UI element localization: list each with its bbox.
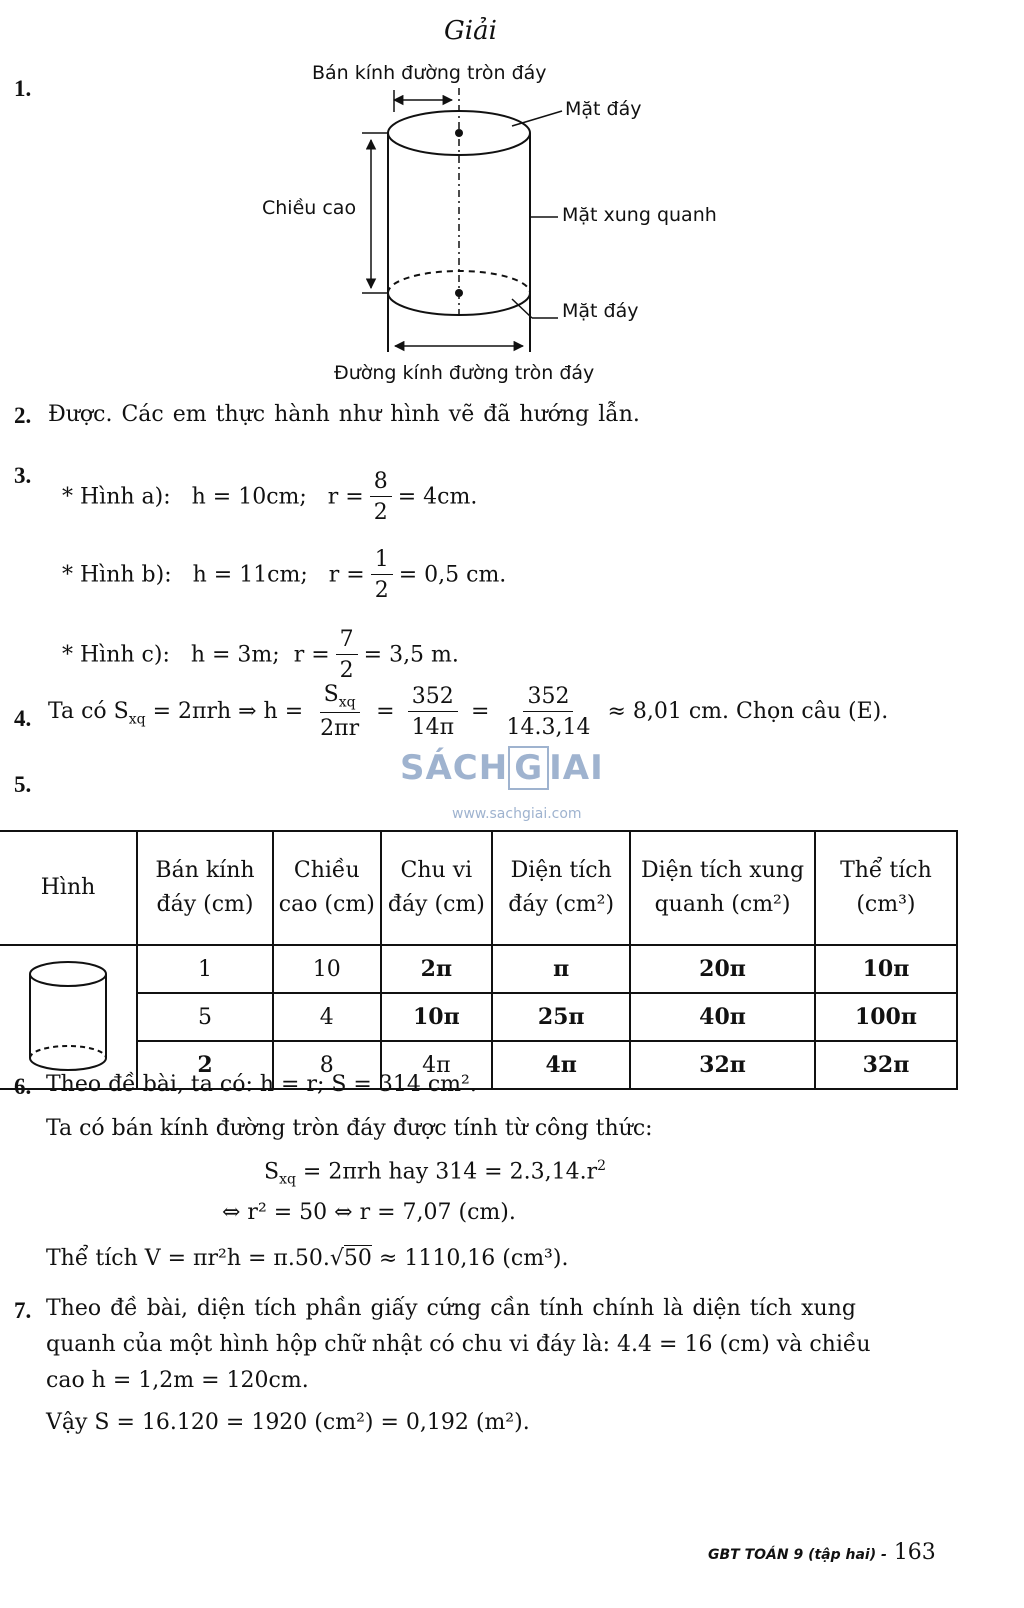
- fraction-numerator: [320, 682, 360, 713]
- leader-top-face: [512, 111, 562, 126]
- footer: [708, 1540, 936, 1565]
- item-4-formula: [48, 682, 888, 742]
- item-4-sub: xq: [128, 711, 146, 728]
- item-4-post: ≈ 8,01 cm. Chọn câu (E).: [607, 698, 889, 724]
- item-7-line-2: quanh của một hình hộp chữ nhật có chu vi đáy là: 4.4 = 16 (cm) và chiều: [46, 1332, 871, 1357]
- table-cell: 10: [273, 945, 381, 993]
- fraction-numerator: 1: [371, 547, 393, 575]
- table-cell: 4: [273, 993, 381, 1041]
- header-cell: Hình: [0, 831, 137, 945]
- item-3c: [48, 602, 459, 684]
- item-3b: [48, 522, 506, 604]
- table-cell: π: [492, 945, 630, 993]
- fraction-denominator: 2: [339, 658, 354, 684]
- fraction-numerator: 352: [523, 684, 573, 712]
- item-6-volume-post: ≈ 1110,16 (cm³).: [371, 1246, 569, 1271]
- item-number-3: 3.: [14, 463, 32, 488]
- figure-label-radius: Bán kính đường tròn đáy: [312, 62, 547, 84]
- figure-label-height: Chiều cao: [262, 197, 357, 219]
- table-row: [0, 945, 957, 993]
- watermark-brand-g: G: [508, 746, 549, 790]
- item-4-mid: = 2πrh ⇒ h =: [145, 698, 304, 724]
- sqrt-symbol: √: [329, 1246, 344, 1271]
- item-3a: [48, 444, 477, 526]
- fraction-denominator: 14π: [411, 714, 455, 740]
- center-bottom-dot: [455, 289, 463, 297]
- fraction-denominator: 2πr: [320, 716, 360, 742]
- small-cylinder-icon: [23, 958, 113, 1076]
- table-header-row: [0, 831, 957, 945]
- equals-sign: =: [471, 698, 490, 724]
- cylinder-diagram: [0, 0, 1024, 400]
- item-7-line-4: Vậy S = 16.120 = 1920 (cm²) = 0,192 (m²).: [46, 1410, 530, 1435]
- table-cell: 4π: [492, 1041, 630, 1089]
- item-4-pre: Ta có S: [48, 698, 129, 724]
- item-number-4: 4.: [14, 706, 32, 731]
- table-cell: 25π: [492, 993, 630, 1041]
- table-row: [0, 993, 957, 1041]
- table-cell: 100π: [815, 993, 957, 1041]
- item-7-line-1: Theo đề bài, diện tích phần giấy cứng cần tính chính là diện tích xung: [46, 1296, 856, 1321]
- header-cell: Thể tích (cm³): [815, 831, 957, 945]
- page-number: 163: [893, 1540, 936, 1565]
- item-3a-fraction: [370, 469, 392, 526]
- item-3a-post: = 4cm.: [397, 484, 478, 510]
- fraction-numerator-sub: xq: [338, 694, 356, 711]
- table-cell: 10π: [815, 945, 957, 993]
- table-figure-cell: [0, 945, 137, 1089]
- item-6-volume-pre: Thể tích V = πr²h = π.50.: [46, 1246, 330, 1271]
- item-4-fraction-2: [408, 684, 458, 741]
- header-cell: Chu vi đáy (cm): [381, 831, 493, 945]
- watermark-brand-right: IAI: [549, 748, 604, 788]
- item-6-line-4: ⇔ r² = 50 ⇔ r = 7,07 (cm).: [222, 1200, 516, 1225]
- item-3b-post: = 0,5 cm.: [398, 562, 507, 588]
- item-number-2: 2.: [14, 403, 32, 428]
- watermark-url: www.sachgiai.com: [452, 806, 582, 822]
- item-6-line-5: [46, 1246, 568, 1271]
- item-4-fraction-3: [502, 684, 594, 741]
- header-cell: Diện tích đáy (cm²): [492, 831, 630, 945]
- item-3c-fraction: [336, 627, 358, 684]
- table-cell: 10π: [381, 993, 493, 1041]
- fraction-denominator: 14.3,14: [506, 714, 591, 740]
- item-number-6: 6.: [14, 1074, 32, 1099]
- figure-label-diameter: Đường kính đường tròn đáy: [334, 362, 595, 384]
- item-number-1: 1.: [14, 76, 32, 101]
- table-cell: 32π: [630, 1041, 815, 1089]
- item-2-text: Được. Các em thực hành như hình vẽ đã hướng lẫn.: [48, 402, 640, 427]
- item-3b-fraction: [371, 547, 393, 604]
- watermark-logo: [400, 748, 604, 788]
- table-cell: 40π: [630, 993, 815, 1041]
- figure-label-top-face: Mặt đáy: [565, 98, 642, 120]
- table-cell: 2: [137, 1041, 273, 1089]
- watermark-brand-left: SÁCH: [400, 748, 509, 788]
- item-3c-pre: * Hình c): h = 3m; r =: [62, 642, 330, 668]
- fraction-denominator: 2: [373, 500, 388, 526]
- item-6-line-3: $S_{xq} = 2\pi rh$ hay $314 = 2.3,14.r^2$: [264, 1158, 607, 1188]
- table-cell: 1: [137, 945, 273, 993]
- item-7-line-3: cao h = 1,2m = 120cm.: [46, 1368, 309, 1393]
- item-6-line-2: Ta có bán kính đường tròn đáy được tính từ công thức:: [46, 1116, 653, 1141]
- item-4-fraction-1: [316, 682, 363, 742]
- header-cell: Bán kính đáy (cm): [137, 831, 273, 945]
- figure-label-bottom-face: Mặt đáy: [562, 300, 639, 322]
- equals-sign: =: [376, 698, 395, 724]
- cylinder-table: [0, 830, 958, 1090]
- header-cell: Chiều cao (cm): [273, 831, 381, 945]
- fraction-numerator: 7: [336, 627, 358, 655]
- figure-label-lateral: Mặt xung quanh: [562, 204, 717, 226]
- fraction-denominator: 2: [374, 578, 389, 604]
- table-cell: 20π: [630, 945, 815, 993]
- page-title: Giải: [444, 16, 497, 46]
- header-cell: Diện tích xung quanh (cm²): [630, 831, 815, 945]
- table-cell: 32π: [815, 1041, 957, 1089]
- footer-book-title: GBT TOÁN 9 (tập hai) -: [708, 1547, 887, 1563]
- fraction-numerator: 352: [408, 684, 458, 712]
- item-3a-pre: * Hình a): h = 10cm; r =: [62, 484, 364, 510]
- table-cell: 2π: [381, 945, 493, 993]
- item-6-line-1: Theo đề bài, ta có: h = r; S = 314 cm².: [46, 1072, 477, 1097]
- item-3c-post: = 3,5 m.: [363, 642, 459, 668]
- center-top-dot: [455, 129, 463, 137]
- item-3b-pre: * Hình b): h = 11cm; r =: [62, 562, 365, 588]
- table-cell: 8: [273, 1041, 381, 1089]
- fraction-numerator-s: S: [323, 682, 339, 707]
- sqrt-radicand: 50: [343, 1246, 372, 1271]
- table-cell: 5: [137, 993, 273, 1041]
- fraction-numerator: 8: [370, 469, 392, 497]
- item-number-5: 5.: [14, 772, 32, 797]
- table-cell: 4π: [381, 1041, 493, 1089]
- item-number-7: 7.: [14, 1298, 32, 1323]
